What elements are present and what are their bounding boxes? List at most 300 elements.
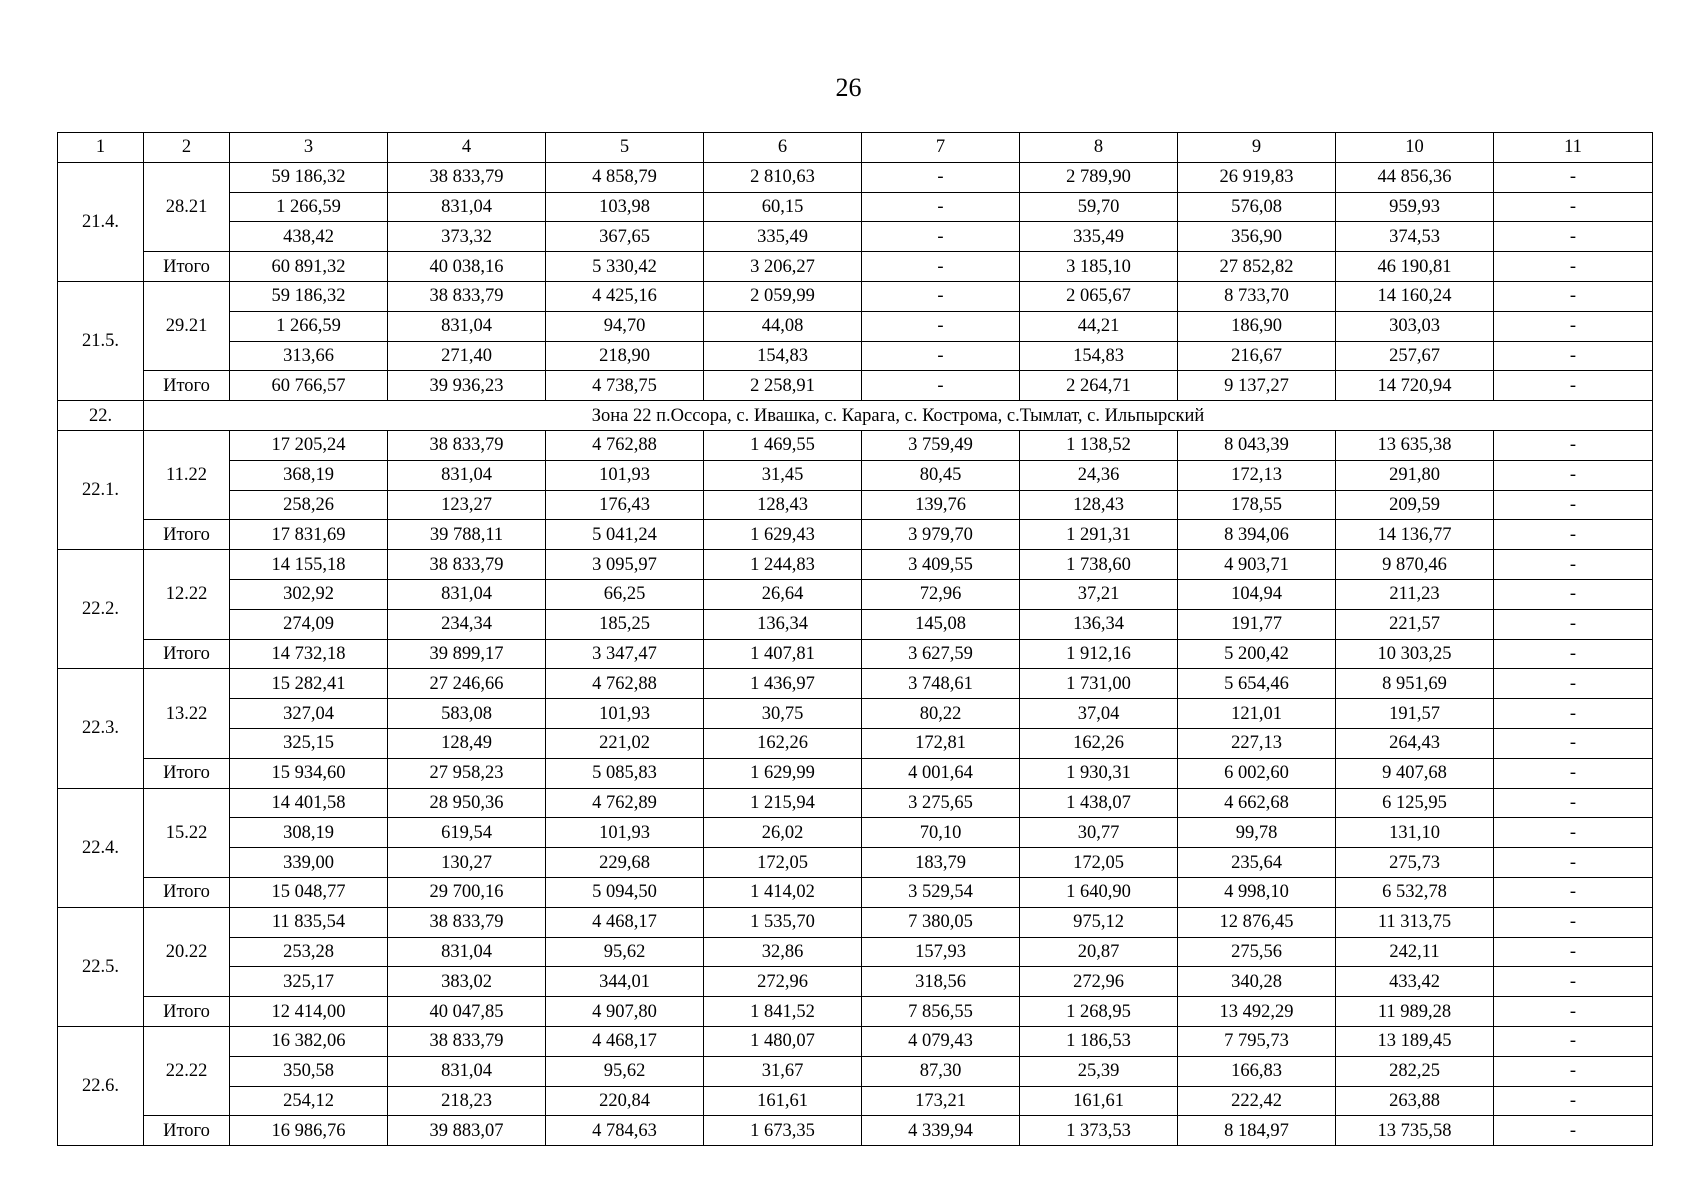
table-row [58, 848, 1653, 878]
value-cell: 101,93 [546, 460, 704, 490]
value-cell: 216,67 [1178, 341, 1336, 371]
total-value-cell: 1 414,02 [704, 877, 862, 907]
value-cell: 14 155,18 [230, 550, 388, 580]
value-cell: 26,64 [704, 579, 862, 609]
value-cell: - [1494, 788, 1653, 818]
value-cell: 302,92 [230, 579, 388, 609]
total-value-cell: 6 002,60 [1178, 758, 1336, 788]
value-cell: 44,08 [704, 311, 862, 341]
value-cell: - [1494, 579, 1653, 609]
value-cell: 186,90 [1178, 311, 1336, 341]
total-value-cell: 39 936,23 [388, 371, 546, 401]
value-cell: 831,04 [388, 1056, 546, 1086]
total-value-cell: 1 673,35 [704, 1116, 862, 1146]
value-cell: 4 903,71 [1178, 550, 1336, 580]
row-number-cell: 22.6. [58, 1026, 144, 1145]
value-cell: 218,90 [546, 341, 704, 371]
total-row [58, 997, 1653, 1027]
table-row [58, 1056, 1653, 1086]
value-cell: 227,13 [1178, 728, 1336, 758]
value-cell: 3 759,49 [862, 430, 1020, 460]
column-header: 9 [1178, 133, 1336, 163]
value-cell: 257,67 [1336, 341, 1494, 371]
value-cell: 59,70 [1020, 192, 1178, 222]
value-cell: 1 266,59 [230, 311, 388, 341]
value-cell: 183,79 [862, 848, 1020, 878]
value-cell: 263,88 [1336, 1086, 1494, 1116]
value-cell: 13 189,45 [1336, 1026, 1494, 1056]
row-code-cell: 28.21 [144, 162, 230, 251]
total-row [58, 639, 1653, 669]
total-value-cell: 1 629,99 [704, 758, 862, 788]
value-cell: - [1494, 341, 1653, 371]
column-header: 2 [144, 133, 230, 163]
column-header: 10 [1336, 133, 1494, 163]
table-row [58, 222, 1653, 252]
value-cell: 38 833,79 [388, 162, 546, 192]
value-cell: 274,09 [230, 609, 388, 639]
value-cell: 25,39 [1020, 1056, 1178, 1086]
value-cell: 31,45 [704, 460, 862, 490]
value-cell: 136,34 [1020, 609, 1178, 639]
row-number-cell: 22.1. [58, 430, 144, 549]
value-cell: 4 762,88 [546, 430, 704, 460]
value-cell: 38 833,79 [388, 550, 546, 580]
table-row [58, 550, 1653, 580]
value-cell: 275,56 [1178, 937, 1336, 967]
total-row [58, 877, 1653, 907]
value-cell: 6 125,95 [1336, 788, 1494, 818]
value-cell: - [1494, 311, 1653, 341]
total-value-cell: 1 841,52 [704, 997, 862, 1027]
total-value-cell: 7 856,55 [862, 997, 1020, 1027]
value-cell: - [862, 281, 1020, 311]
value-cell: 162,26 [704, 728, 862, 758]
value-cell: - [862, 222, 1020, 252]
value-cell: 30,77 [1020, 818, 1178, 848]
value-cell: 1 738,60 [1020, 550, 1178, 580]
table-row [58, 728, 1653, 758]
total-value-cell: 5 330,42 [546, 252, 704, 282]
row-number-cell: 22.2. [58, 550, 144, 669]
total-value-cell: 14 732,18 [230, 639, 388, 669]
total-value-cell: 4 339,94 [862, 1116, 1020, 1146]
value-cell: 1 469,55 [704, 430, 862, 460]
tariff-table [57, 132, 1653, 1146]
value-cell: 258,26 [230, 490, 388, 520]
value-cell: 438,42 [230, 222, 388, 252]
value-cell: 3 748,61 [862, 669, 1020, 699]
value-cell: - [1494, 550, 1653, 580]
value-cell: 130,27 [388, 848, 546, 878]
value-cell: 80,22 [862, 699, 1020, 729]
value-cell: 234,34 [388, 609, 546, 639]
row-code-cell: 15.22 [144, 788, 230, 877]
value-cell: - [862, 341, 1020, 371]
total-value-cell: - [862, 371, 1020, 401]
value-cell: 235,64 [1178, 848, 1336, 878]
table-row [58, 937, 1653, 967]
total-value-cell: 13 735,58 [1336, 1116, 1494, 1146]
value-cell: - [1494, 669, 1653, 699]
total-row [58, 371, 1653, 401]
value-cell: 3 409,55 [862, 550, 1020, 580]
value-cell: 221,02 [546, 728, 704, 758]
value-cell: 191,77 [1178, 609, 1336, 639]
value-cell: - [1494, 848, 1653, 878]
zone-title-cell: Зона 22 п.Оссора, с. Ивашка, с. Карага, с. Кострома, с.Тымлат, с. Ильпырский [144, 401, 1653, 431]
value-cell: 1 186,53 [1020, 1026, 1178, 1056]
value-cell: 178,55 [1178, 490, 1336, 520]
value-cell: 38 833,79 [388, 907, 546, 937]
value-cell: 172,81 [862, 728, 1020, 758]
value-cell: 335,49 [704, 222, 862, 252]
total-value-cell: 39 899,17 [388, 639, 546, 669]
table-row [58, 311, 1653, 341]
total-value-cell: 3 347,47 [546, 639, 704, 669]
value-cell: 128,43 [704, 490, 862, 520]
value-cell: 275,73 [1336, 848, 1494, 878]
column-header: 11 [1494, 133, 1653, 163]
total-value-cell: 4 907,80 [546, 997, 704, 1027]
value-cell: 101,93 [546, 818, 704, 848]
value-cell: 272,96 [1020, 967, 1178, 997]
total-value-cell: 1 912,16 [1020, 639, 1178, 669]
total-value-cell: 4 784,63 [546, 1116, 704, 1146]
table-row [58, 341, 1653, 371]
column-header: 6 [704, 133, 862, 163]
value-cell: 619,54 [388, 818, 546, 848]
value-cell: 318,56 [862, 967, 1020, 997]
value-cell: 831,04 [388, 311, 546, 341]
total-value-cell: 3 627,59 [862, 639, 1020, 669]
value-cell: 28 950,36 [388, 788, 546, 818]
value-cell: 4 468,17 [546, 1026, 704, 1056]
total-value-cell: - [1494, 371, 1653, 401]
total-label-cell: Итого [144, 639, 230, 669]
value-cell: - [1494, 162, 1653, 192]
value-cell: - [862, 311, 1020, 341]
value-cell: - [1494, 1056, 1653, 1086]
value-cell: 3 095,97 [546, 550, 704, 580]
table-row [58, 609, 1653, 639]
total-row [58, 758, 1653, 788]
value-cell: 4 662,68 [1178, 788, 1336, 818]
value-cell: 9 870,46 [1336, 550, 1494, 580]
total-value-cell: 1 640,90 [1020, 877, 1178, 907]
value-cell: - [1494, 937, 1653, 967]
table-row [58, 281, 1653, 311]
table-row [58, 192, 1653, 222]
table-row [58, 967, 1653, 997]
column-header: 7 [862, 133, 1020, 163]
value-cell: 1 138,52 [1020, 430, 1178, 460]
value-cell: - [1494, 281, 1653, 311]
total-value-cell: 2 258,91 [704, 371, 862, 401]
value-cell: 1 266,59 [230, 192, 388, 222]
total-label-cell: Итого [144, 997, 230, 1027]
value-cell: 2 059,99 [704, 281, 862, 311]
table-row [58, 579, 1653, 609]
total-value-cell: 5 085,83 [546, 758, 704, 788]
page-number: 26 [835, 73, 862, 102]
row-number-cell: 22.5. [58, 907, 144, 1026]
total-value-cell: 14 720,94 [1336, 371, 1494, 401]
value-cell: 26,02 [704, 818, 862, 848]
row-code-cell: 11.22 [144, 430, 230, 519]
total-value-cell: 8 184,97 [1178, 1116, 1336, 1146]
value-cell: 24,36 [1020, 460, 1178, 490]
value-cell: 1 438,07 [1020, 788, 1178, 818]
value-cell: 11 313,75 [1336, 907, 1494, 937]
value-cell: 7 380,05 [862, 907, 1020, 937]
value-cell: 154,83 [1020, 341, 1178, 371]
total-label-cell: Итого [144, 520, 230, 550]
value-cell: 12 876,45 [1178, 907, 1336, 937]
value-cell: 4 425,16 [546, 281, 704, 311]
value-cell: 1 480,07 [704, 1026, 862, 1056]
column-header: 5 [546, 133, 704, 163]
value-cell: - [1494, 1026, 1653, 1056]
value-cell: - [1494, 222, 1653, 252]
total-value-cell: 40 047,85 [388, 997, 546, 1027]
total-value-cell: 1 291,31 [1020, 520, 1178, 550]
value-cell: 5 654,46 [1178, 669, 1336, 699]
value-cell: 154,83 [704, 341, 862, 371]
value-cell: 38 833,79 [388, 430, 546, 460]
value-cell: 576,08 [1178, 192, 1336, 222]
total-value-cell: 3 206,27 [704, 252, 862, 282]
value-cell: - [1494, 728, 1653, 758]
row-number-cell: 21.4. [58, 162, 144, 281]
value-cell: 975,12 [1020, 907, 1178, 937]
total-value-cell: 15 048,77 [230, 877, 388, 907]
value-cell: 1 731,00 [1020, 669, 1178, 699]
value-cell: - [1494, 907, 1653, 937]
total-value-cell: - [1494, 520, 1653, 550]
value-cell: 325,15 [230, 728, 388, 758]
value-cell: 356,90 [1178, 222, 1336, 252]
value-cell: 139,76 [862, 490, 1020, 520]
total-value-cell: 3 185,10 [1020, 252, 1178, 282]
total-value-cell: 1 407,81 [704, 639, 862, 669]
total-label-cell: Итого [144, 758, 230, 788]
value-cell: 221,57 [1336, 609, 1494, 639]
row-code-cell: 29.21 [144, 281, 230, 370]
value-cell: 95,62 [546, 1056, 704, 1086]
value-cell: 172,05 [1020, 848, 1178, 878]
total-value-cell: 1 930,31 [1020, 758, 1178, 788]
value-cell: 87,30 [862, 1056, 1020, 1086]
column-header: 1 [58, 133, 144, 163]
total-value-cell: 9 407,68 [1336, 758, 1494, 788]
table-row [58, 788, 1653, 818]
total-value-cell: 10 303,25 [1336, 639, 1494, 669]
value-cell: 4 762,88 [546, 669, 704, 699]
total-value-cell: 11 989,28 [1336, 997, 1494, 1027]
total-value-cell: 1 268,95 [1020, 997, 1178, 1027]
value-cell: 14 160,24 [1336, 281, 1494, 311]
value-cell: 831,04 [388, 192, 546, 222]
total-value-cell: - [1494, 877, 1653, 907]
value-cell: 191,57 [1336, 699, 1494, 729]
value-cell: 128,43 [1020, 490, 1178, 520]
total-value-cell: 5 094,50 [546, 877, 704, 907]
value-cell: 242,11 [1336, 937, 1494, 967]
value-cell: 253,28 [230, 937, 388, 967]
value-cell: 157,93 [862, 937, 1020, 967]
table-row [58, 490, 1653, 520]
value-cell: 303,03 [1336, 311, 1494, 341]
value-cell: 121,01 [1178, 699, 1336, 729]
value-cell: - [1494, 490, 1653, 520]
header-row [58, 133, 1653, 163]
zone-number-cell: 22. [58, 401, 144, 431]
total-value-cell: 15 934,60 [230, 758, 388, 788]
value-cell: 70,10 [862, 818, 1020, 848]
total-value-cell: - [862, 252, 1020, 282]
value-cell: 4 858,79 [546, 162, 704, 192]
value-cell: - [1494, 699, 1653, 729]
value-cell: 344,01 [546, 967, 704, 997]
value-cell: 101,93 [546, 699, 704, 729]
value-cell: 166,83 [1178, 1056, 1336, 1086]
total-value-cell: 39 883,07 [388, 1116, 546, 1146]
value-cell: 959,93 [1336, 192, 1494, 222]
row-number-cell: 21.5. [58, 281, 144, 400]
total-value-cell: 27 852,82 [1178, 252, 1336, 282]
value-cell: 4 468,17 [546, 907, 704, 937]
value-cell: 161,61 [704, 1086, 862, 1116]
total-value-cell: 4 738,75 [546, 371, 704, 401]
total-value-cell: 5 200,42 [1178, 639, 1336, 669]
value-cell: - [1494, 192, 1653, 222]
value-cell: 26 919,83 [1178, 162, 1336, 192]
value-cell: 172,13 [1178, 460, 1336, 490]
total-value-cell: 3 979,70 [862, 520, 1020, 550]
value-cell: 368,19 [230, 460, 388, 490]
total-row [58, 252, 1653, 282]
total-value-cell: - [1494, 252, 1653, 282]
column-header: 4 [388, 133, 546, 163]
total-value-cell: 14 136,77 [1336, 520, 1494, 550]
value-cell: - [1494, 609, 1653, 639]
value-cell: 95,62 [546, 937, 704, 967]
value-cell: - [1494, 460, 1653, 490]
value-cell: 1 535,70 [704, 907, 862, 937]
value-cell: 339,00 [230, 848, 388, 878]
value-cell: 264,43 [1336, 728, 1494, 758]
value-cell: 11 835,54 [230, 907, 388, 937]
value-cell: - [862, 192, 1020, 222]
value-cell: 340,28 [1178, 967, 1336, 997]
value-cell: 31,67 [704, 1056, 862, 1086]
table-row [58, 430, 1653, 460]
value-cell: - [1494, 818, 1653, 848]
value-cell: 308,19 [230, 818, 388, 848]
total-value-cell: 40 038,16 [388, 252, 546, 282]
total-value-cell: 29 700,16 [388, 877, 546, 907]
value-cell: 27 246,66 [388, 669, 546, 699]
total-label-cell: Итого [144, 371, 230, 401]
value-cell: 176,43 [546, 490, 704, 520]
table-row [58, 699, 1653, 729]
value-cell: 103,98 [546, 192, 704, 222]
table-body [58, 133, 1653, 1146]
value-cell: 374,53 [1336, 222, 1494, 252]
value-cell: 185,25 [546, 609, 704, 639]
value-cell: 161,61 [1020, 1086, 1178, 1116]
total-value-cell: 17 831,69 [230, 520, 388, 550]
value-cell: 313,66 [230, 341, 388, 371]
value-cell: 60,15 [704, 192, 862, 222]
value-cell: 373,32 [388, 222, 546, 252]
value-cell: 4 079,43 [862, 1026, 1020, 1056]
value-cell: 272,96 [704, 967, 862, 997]
value-cell: 220,84 [546, 1086, 704, 1116]
row-number-cell: 22.3. [58, 669, 144, 788]
row-number-cell: 22.4. [58, 788, 144, 907]
value-cell: 145,08 [862, 609, 1020, 639]
value-cell: 831,04 [388, 579, 546, 609]
value-cell: 211,23 [1336, 579, 1494, 609]
value-cell: 831,04 [388, 460, 546, 490]
value-cell: 218,23 [388, 1086, 546, 1116]
value-cell: 14 401,58 [230, 788, 388, 818]
value-cell: - [862, 162, 1020, 192]
value-cell: 44,21 [1020, 311, 1178, 341]
total-value-cell: 4 001,64 [862, 758, 1020, 788]
value-cell: 131,10 [1336, 818, 1494, 848]
total-label-cell: Итого [144, 1116, 230, 1146]
value-cell: 229,68 [546, 848, 704, 878]
table-row [58, 162, 1653, 192]
value-cell: 123,27 [388, 490, 546, 520]
value-cell: 13 635,38 [1336, 430, 1494, 460]
value-cell: 30,75 [704, 699, 862, 729]
value-cell: 99,78 [1178, 818, 1336, 848]
total-value-cell: 46 190,81 [1336, 252, 1494, 282]
value-cell: 2 065,67 [1020, 281, 1178, 311]
value-cell: 2 810,63 [704, 162, 862, 192]
total-value-cell: 27 958,23 [388, 758, 546, 788]
value-cell: 8 951,69 [1336, 669, 1494, 699]
value-cell: 32,86 [704, 937, 862, 967]
value-cell: - [1494, 430, 1653, 460]
value-cell: 94,70 [546, 311, 704, 341]
value-cell: 831,04 [388, 937, 546, 967]
table-row [58, 818, 1653, 848]
total-value-cell: - [1494, 639, 1653, 669]
total-value-cell: 2 264,71 [1020, 371, 1178, 401]
value-cell: 350,58 [230, 1056, 388, 1086]
total-value-cell: 39 788,11 [388, 520, 546, 550]
total-label-cell: Итого [144, 877, 230, 907]
table-row [58, 907, 1653, 937]
value-cell: 59 186,32 [230, 162, 388, 192]
value-cell: 209,59 [1336, 490, 1494, 520]
value-cell: 254,12 [230, 1086, 388, 1116]
total-value-cell: 8 394,06 [1178, 520, 1336, 550]
total-value-cell: 4 998,10 [1178, 877, 1336, 907]
value-cell: 20,87 [1020, 937, 1178, 967]
value-cell: 136,34 [704, 609, 862, 639]
value-cell: 172,05 [704, 848, 862, 878]
value-cell: 15 282,41 [230, 669, 388, 699]
total-label-cell: Итого [144, 252, 230, 282]
total-value-cell: 9 137,27 [1178, 371, 1336, 401]
total-value-cell: 5 041,24 [546, 520, 704, 550]
